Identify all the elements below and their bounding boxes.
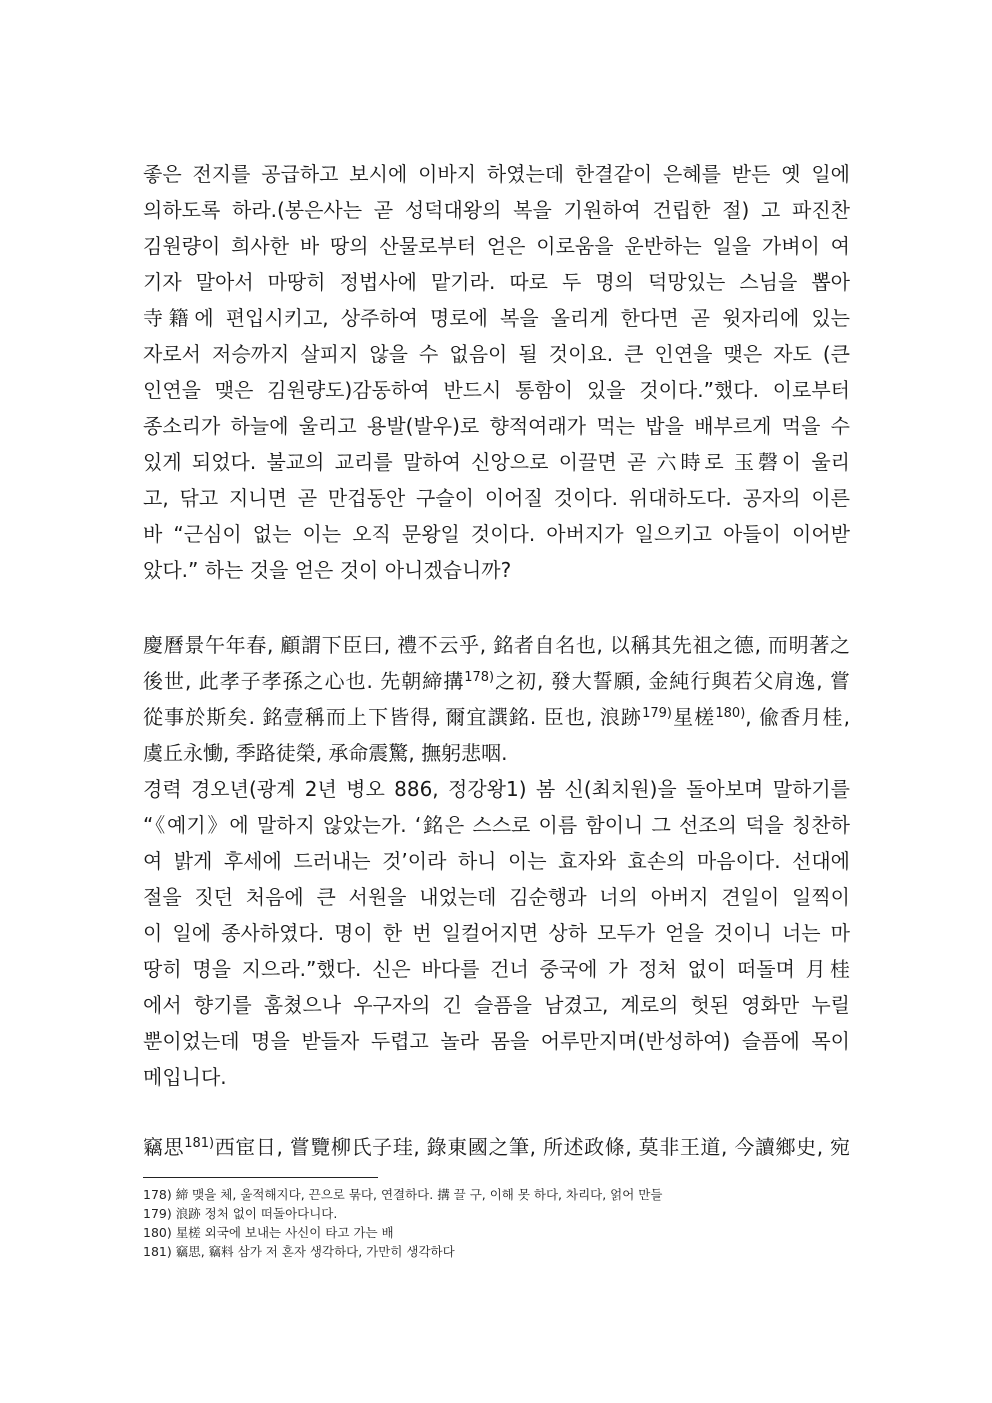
footnote-ref-181[interactable]: 181): [184, 1136, 215, 1151]
footnote-181: 181) 竊思, 竊料 삼가 저 혼자 생각하다, 가만히 생각하다: [143, 1244, 455, 1259]
text-span: 星槎: [672, 705, 716, 729]
text-span: 從事於斯矣. 銘壹稱而上下皆得, 爾宜譔銘. 臣也, 浪跡: [143, 705, 643, 729]
text-line: 기자 말아서 마땅히 정법사에 맡기라. 따로 두 명의 덕망있는 스님을 뽑아: [143, 270, 850, 294]
text-line: [143, 704, 850, 732]
footnote-179: 179) 浪跡 정처 없이 떠돌아다니다.: [143, 1206, 338, 1221]
footnote-180: 180) 星槎 외국에 보내는 사신이 타고 가는 배: [143, 1225, 394, 1240]
text-span: 西宦日, 嘗覽柳氏子珪, 錄東國之筆, 所述政條, 莫非王道, 今讀鄉史, 宛: [214, 1135, 850, 1159]
text-line: 에서 향기를 훔쳤으나 우구자의 긴 슬픔을 남겼고, 계로의 헛된 영화만 누릴: [143, 993, 850, 1017]
text-line: 좋은 전지를 공급하고 보시에 이바지 하였는데 한결같이 은혜를 받든 옛 일에: [143, 162, 850, 186]
text-line: 경력 경오년(광계 2년 병오 886, 정강왕1) 봄 신(최치원)을 돌아보며 말하기를: [143, 777, 850, 801]
footnote-ref-180[interactable]: 180): [715, 706, 746, 721]
text-line: 땅히 명을 지으라.”했다. 신은 바다를 건너 중국에 가 정처 없이 떠돌며 月桂: [143, 957, 850, 981]
footnote-178: 178) 締 맺을 체, 울적해지다, 끈으로 묶다, 연결하다. 搆 끌 구, 이해 못 하다, 차리다, 얽어 만들: [143, 1187, 663, 1202]
footnote-ref-178[interactable]: 178): [464, 670, 495, 685]
text-line: 虞丘永慟, 季路徒榮, 承命震驚, 撫躬悲咽.: [143, 741, 508, 765]
text-line: 이 일에 종사하였다. 명이 한 번 일컬어지면 상하 모두가 얻을 것이니 너는 마: [143, 921, 850, 945]
text-line: 종소리가 하늘에 울리고 용발(발우)로 향적여래가 먹는 밥을 배부르게 먹을 수: [143, 414, 850, 438]
text-span: 竊思: [143, 1135, 185, 1159]
text-line: 메입니다.: [143, 1065, 227, 1089]
text-line: 의하도록 하라.(봉은사는 곧 성덕대왕의 복을 기원하여 건립한 절) 고 파진찬: [143, 198, 850, 222]
text-line: 절을 짓던 처음에 큰 서원을 내었는데 김순행과 너의 아버지 견일이 일찍이: [143, 885, 850, 909]
footnote-ref-179[interactable]: 179): [642, 706, 672, 721]
text-line: 慶曆景午年春, 顧謂下臣曰, 禮不云乎, 銘者自名也, 以稱其先祖之德, 而明著之: [143, 633, 850, 657]
text-line: 자로서 저승까지 살피지 않을 수 없음이 될 것이요. 큰 인연을 맺은 자도 (큰: [143, 342, 850, 366]
text-line: “《예기》에 말하지 않았는가. ‘銘은 스스로 이름 함이니 그 선조의 덕을 칭찬하: [143, 813, 850, 837]
text-line: [143, 1134, 850, 1162]
text-line: 있게 되었다. 불교의 교리를 말하여 신앙으로 이끌면 곧 六時로 玉磬이 울리: [143, 450, 850, 474]
text-line: 았다.” 하는 것을 얻은 것이 아니겠습니까?: [143, 558, 512, 582]
text-span: 之初, 發大誓願, 金純行與若父肩逸, 嘗: [494, 669, 850, 693]
text-line: 여 밝게 후세에 드러내는 것’이라 하니 이는 효자와 효손의 마음이다. 선대에: [143, 849, 850, 873]
text-span: 後世, 此孝子孝孫之心也. 先朝締搆: [143, 669, 465, 693]
text-line: 김원량이 희사한 바 땅의 산물로부터 얻은 이로움을 운반하는 일을 가벼이 여: [143, 234, 850, 258]
text-line: 寺籍에 편입시키고, 상주하여 명로에 복을 올리게 한다면 곧 윗자리에 있는: [143, 306, 850, 330]
text-span: , 偸香月桂,: [745, 705, 850, 729]
text-line: 뿐이었는데 명을 받들자 두렵고 놀라 몸을 어루만지며(반성하여) 슬픔에 목이: [143, 1029, 850, 1053]
text-line: [143, 668, 850, 696]
footnote-divider: [143, 1177, 378, 1178]
text-line: 바 “근심이 없는 이는 오직 문왕일 것이다. 아버지가 일으키고 아들이 이어받: [143, 522, 850, 546]
text-line: 고, 닦고 지니면 곧 만겁동안 구슬이 이어질 것이다. 위대하도다. 공자의 이른: [143, 486, 850, 510]
text-line: 인연을 맺은 김원량도)감동하여 반드시 통함이 있을 것이다.”했다. 이로부터: [143, 378, 850, 402]
